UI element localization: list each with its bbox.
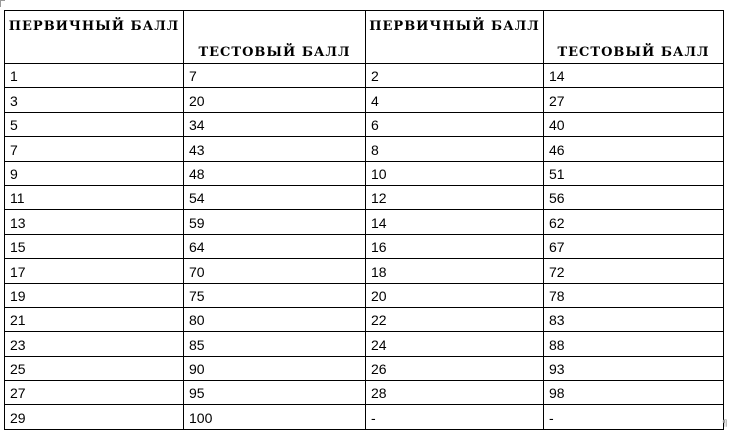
table-cell: 21 [5,307,184,331]
table-cell: 11 [5,185,184,209]
table-cell: 51 [544,161,724,185]
header-label: ПЕРВИЧНЫЙ БАЛЛ [369,19,540,34]
table-cell: 40 [544,112,724,136]
table-cell: 93 [544,356,724,380]
header-primary-score-1 [5,11,184,64]
table-row [5,64,724,88]
table-cell: 90 [184,356,366,380]
table-cell: 75 [184,283,366,307]
table-row [5,332,724,356]
table-header-row [5,11,724,64]
table-row [5,283,724,307]
header-primary-score-2 [366,11,544,64]
table-cell: 95 [184,381,366,405]
table-cell: 9 [5,161,184,185]
score-conversion-table [4,10,724,430]
table-cell: 28 [366,381,544,405]
table-cell: 22 [366,307,544,331]
table-cell: 8 [366,137,544,161]
table-cell: 85 [184,332,366,356]
table-row [5,259,724,283]
table-cell: 72 [544,259,724,283]
table-row [5,356,724,380]
table-cell: 70 [184,259,366,283]
table-cell: - [366,405,544,429]
table-cell: 59 [184,210,366,234]
table-cell: 15 [5,234,184,258]
table-cell: 24 [366,332,544,356]
table-cell: 27 [5,381,184,405]
header-label: ТЕСТОВЫЙ БАЛЛ [198,45,351,60]
table-cell: 100 [184,405,366,429]
table-cell: 4 [366,88,544,112]
table-row [5,112,724,136]
table-row [5,88,724,112]
table-cell: 34 [184,112,366,136]
table-cell: 46 [544,137,724,161]
table-row [5,307,724,331]
table-cell: 13 [5,210,184,234]
table-row [5,210,724,234]
table-cell: 27 [544,88,724,112]
table-cell: 14 [544,64,724,88]
table-cell: 19 [5,283,184,307]
table-cell: 20 [184,88,366,112]
table-cell: 5 [5,112,184,136]
table-cell: 6 [366,112,544,136]
table-body [5,64,724,430]
table-cell: - [544,405,724,429]
table-cell: 80 [184,307,366,331]
text-boundary-mark [0,0,5,7]
table-cell: 17 [5,259,184,283]
table-cell: 83 [544,307,724,331]
table-cell: 7 [5,137,184,161]
table-cell: 14 [366,210,544,234]
table-cell: 64 [184,234,366,258]
table-cell: 16 [366,234,544,258]
table-cell: 48 [184,161,366,185]
table-cell: 29 [5,405,184,429]
table-cell: 23 [5,332,184,356]
table-cell: 67 [544,234,724,258]
table-cell: 20 [366,283,544,307]
table-cell: 1 [5,64,184,88]
table-row [5,137,724,161]
table-cell: 3 [5,88,184,112]
table-row [5,405,724,429]
table-cell: 88 [544,332,724,356]
header-test-score-2 [544,11,724,64]
table-cell: 78 [544,283,724,307]
table-cell: 62 [544,210,724,234]
table-cell: 10 [366,161,544,185]
table-cell: 54 [184,185,366,209]
table-row [5,234,724,258]
table-cell: 26 [366,356,544,380]
header-test-score-1 [184,11,366,64]
paragraph-mark-icon: ¶ [722,419,728,429]
table-cell: 2 [366,64,544,88]
table-row [5,185,724,209]
table-cell: 25 [5,356,184,380]
table-cell: 43 [184,137,366,161]
table-row [5,161,724,185]
table-cell: 7 [184,64,366,88]
table-cell: 12 [366,185,544,209]
table-cell: 56 [544,185,724,209]
table-row [5,381,724,405]
table-cell: 18 [366,259,544,283]
header-label: ТЕСТОВЫЙ БАЛЛ [557,45,710,60]
table-cell: 98 [544,381,724,405]
header-label: ПЕРВИЧНЫЙ БАЛЛ [8,19,180,34]
